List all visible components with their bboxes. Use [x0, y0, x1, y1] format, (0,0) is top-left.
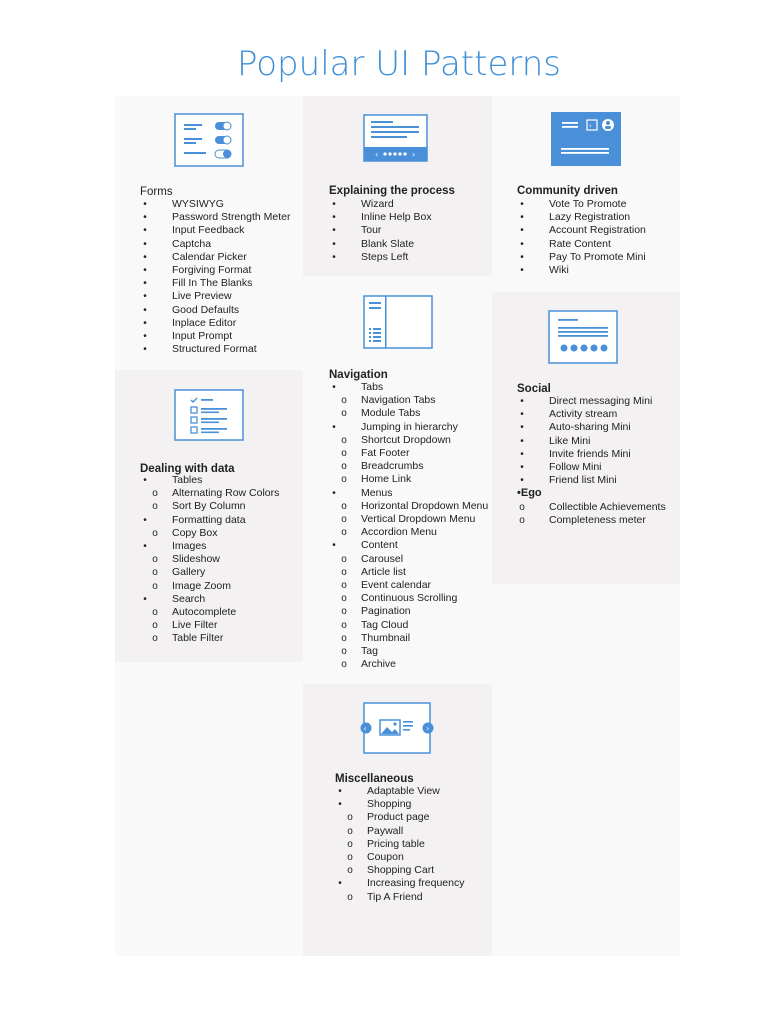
bullet-marker: •	[520, 199, 524, 210]
list-item-text: Autocomplete	[172, 606, 237, 619]
list-item	[329, 447, 488, 460]
sub-bullet-marker: o	[341, 461, 347, 473]
list-item-text: Fill In The Blanks	[172, 277, 253, 290]
list-item	[517, 251, 646, 264]
list-item-text: Accordion Menu	[361, 526, 437, 539]
list-item	[329, 434, 488, 447]
bullet-marker: •	[143, 212, 147, 224]
list-item-text: Event calendar	[361, 579, 432, 592]
svg-text:›: ›	[426, 724, 430, 733]
data-list	[140, 474, 279, 646]
list-item	[517, 211, 646, 224]
list-item	[140, 632, 279, 645]
carousel-icon	[360, 702, 434, 754]
list-item-text: Table Filter	[172, 632, 224, 645]
list-item	[517, 238, 646, 251]
list-item	[517, 224, 646, 237]
bullet-marker: •	[143, 278, 147, 290]
list-item	[140, 606, 279, 619]
bullet-marker: •	[520, 396, 524, 407]
list-item-text: Blank Slate	[361, 237, 415, 250]
social-list	[517, 395, 666, 527]
list-item	[329, 632, 488, 645]
list-item-text: Like Mini	[549, 434, 591, 447]
list-item-text: Friend list Mini	[549, 474, 617, 487]
list-item-text: Continuous Scrolling	[361, 592, 458, 605]
list-item-text: WYSIWYG	[172, 198, 224, 210]
svg-text:›: ›	[412, 150, 416, 159]
bullet-marker: •	[143, 344, 147, 356]
list-item	[140, 211, 290, 224]
list-item-text: Shopping Cart	[367, 864, 435, 877]
list-item-text: Auto-sharing Mini	[549, 421, 631, 434]
sub-bullet-marker: o	[341, 500, 347, 512]
list-item	[140, 277, 290, 290]
sub-bullet-marker: o	[341, 514, 347, 526]
bullet-marker: •	[520, 422, 524, 434]
list-item	[329, 513, 488, 526]
bullet-marker: •	[332, 540, 336, 552]
list-item-text: Captcha	[172, 237, 212, 250]
list-item-text: Pagination	[361, 605, 411, 618]
list-item	[329, 539, 488, 552]
sub-bullet-marker: o	[341, 395, 347, 407]
list-item	[140, 566, 279, 579]
wizard-icon	[363, 114, 428, 162]
bullet-marker: •	[143, 238, 147, 250]
bullet-marker: •	[143, 317, 147, 329]
list-item	[517, 264, 646, 277]
list-item-text: Tabs	[361, 381, 384, 393]
list-item-text: Jumping in hierarchy	[361, 420, 458, 433]
list-item-text: Live Filter	[172, 619, 218, 632]
list-item	[329, 553, 488, 566]
list-item	[517, 395, 666, 408]
list-item-text: Menus	[361, 486, 393, 499]
list-item	[517, 461, 666, 474]
bullet-marker: •	[332, 421, 336, 433]
list-item	[140, 251, 290, 264]
list-item-text: Alternating Row Colors	[172, 487, 280, 500]
bullet-marker: •	[143, 291, 147, 303]
list-item-text: Activity stream	[549, 408, 618, 421]
list-item	[335, 891, 464, 904]
list-item-text: Product page	[367, 811, 430, 824]
list-item	[329, 579, 488, 592]
bullet-marker: •	[338, 786, 342, 797]
sub-bullet-marker: o	[341, 580, 347, 592]
list-item	[140, 619, 279, 632]
bullet-marker: •	[143, 331, 147, 343]
list-item-text: Vertical Dropdown Menu	[361, 513, 476, 526]
bullet-marker: •	[520, 212, 524, 224]
list-item	[329, 592, 488, 605]
forms-icon	[174, 113, 244, 167]
list-item	[517, 487, 666, 500]
list-item-text: Tip A Friend	[367, 890, 423, 903]
list-item	[335, 798, 464, 811]
list-item-text: Collectible Achievements	[549, 500, 666, 513]
explaining-list	[329, 198, 432, 264]
bullet-marker: •	[143, 593, 147, 605]
list-item	[329, 473, 488, 486]
list-item-text: Shortcut Dropdown	[361, 433, 451, 446]
bullet-marker: •	[143, 304, 147, 316]
sub-bullet-marker: o	[152, 501, 158, 513]
list-item	[329, 198, 432, 211]
section-title-social: Social	[517, 383, 551, 395]
list-item	[329, 619, 488, 632]
section-title-forms: Forms	[140, 186, 173, 198]
list-item	[329, 566, 488, 579]
svg-text:‹: ‹	[375, 150, 379, 159]
list-item	[329, 238, 432, 251]
list-item-text: Structured Format	[172, 343, 257, 356]
sub-bullet-marker: o	[152, 607, 158, 619]
list-item	[140, 540, 279, 553]
list-item-text: Paywall	[367, 824, 404, 837]
bullet-marker: •	[338, 878, 342, 890]
list-item-text: Adaptable View	[367, 785, 440, 797]
list-item-text: Good Defaults	[172, 303, 240, 316]
section-title-misc: Miscellaneous	[335, 773, 414, 785]
sub-bullet-marker: o	[341, 408, 347, 420]
list-item	[335, 785, 464, 798]
list-item-text: Gallery	[172, 566, 206, 579]
list-item	[517, 421, 666, 434]
list-item-text: Images	[172, 540, 207, 553]
sub-bullet-marker: o	[347, 852, 353, 864]
bullet-marker: •	[143, 514, 147, 526]
navigation-icon	[363, 295, 433, 349]
list-item-text: Input Feedback	[172, 224, 245, 237]
list-item-text: Slideshow	[172, 553, 220, 566]
list-item-text: Account Registration	[549, 224, 646, 237]
bullet-marker: •	[332, 225, 336, 237]
sub-bullet-marker: o	[152, 580, 158, 592]
sub-bullet-marker: o	[341, 566, 347, 578]
sub-bullet-marker: o	[152, 554, 158, 566]
list-item	[329, 526, 488, 539]
list-item-text: Module Tabs	[361, 407, 421, 420]
list-item-text: Rate Content	[549, 237, 611, 250]
list-item-text: Live Preview	[172, 290, 232, 303]
list-item	[329, 500, 488, 513]
bullet-marker: •	[143, 541, 147, 553]
list-item-text: Vote To Promote	[549, 198, 627, 210]
list-item-text: Sort By Column	[172, 500, 246, 513]
list-item-text: Formatting data	[172, 513, 246, 526]
list-item	[140, 330, 290, 343]
list-item	[329, 658, 488, 671]
list-item-text: Shopping	[367, 798, 412, 811]
list-item	[517, 474, 666, 487]
bullet-marker: •	[338, 799, 342, 811]
list-item-text: Tables	[172, 474, 203, 486]
list-item	[140, 580, 279, 593]
list-item	[329, 487, 488, 500]
list-item	[517, 435, 666, 448]
sub-bullet-marker: o	[341, 527, 347, 539]
list-item	[335, 864, 464, 877]
list-item-text: Coupon	[367, 851, 404, 864]
bullet-marker: •	[332, 382, 336, 393]
list-item	[329, 645, 488, 658]
section-title-navigation: Navigation	[329, 369, 388, 381]
list-item	[140, 264, 290, 277]
sub-bullet-marker: o	[341, 593, 347, 605]
list-item-text: Image Zoom	[172, 579, 231, 592]
list-item-text: Wizard	[361, 198, 394, 210]
list-item-text: Follow Mini	[549, 461, 602, 474]
sub-bullet-marker: o	[347, 865, 353, 877]
sub-bullet-marker: o	[341, 619, 347, 631]
list-item	[140, 290, 290, 303]
list-item	[329, 394, 488, 407]
list-item-text: Carousel	[361, 552, 404, 565]
list-item	[517, 408, 666, 421]
list-item-text: Direct messaging Mini	[549, 395, 653, 407]
social-icon	[548, 310, 618, 364]
list-item-text: Home Link	[361, 473, 412, 486]
list-item-text: Password Strength Meter	[172, 211, 291, 224]
sub-bullet-marker: o	[341, 448, 347, 460]
page-title: Popular UI Patterns	[236, 44, 562, 84]
list-item	[335, 851, 464, 864]
list-item-text: Pay To Promote Mini	[549, 250, 646, 263]
list-item-text: Content	[361, 539, 398, 552]
sub-bullet-marker: o	[347, 812, 353, 824]
list-item-text: •Ego	[517, 487, 542, 500]
list-item	[140, 500, 279, 513]
sub-bullet-marker: o	[347, 838, 353, 850]
bullet-marker: •	[143, 199, 147, 210]
navigation-list	[329, 381, 488, 671]
list-item-text: Horizontal Dropdown Menu	[361, 499, 489, 512]
list-item-text: Inline Help Box	[361, 211, 432, 224]
list-item-text: Steps Left	[361, 250, 409, 263]
list-item	[140, 317, 290, 330]
data-list-icon	[174, 389, 244, 441]
community-icon	[551, 112, 621, 166]
list-item	[140, 487, 279, 500]
list-item-text: Fat Footer	[361, 447, 410, 460]
sub-bullet-marker: o	[152, 633, 158, 645]
sub-bullet-marker: o	[519, 501, 525, 513]
sub-bullet-marker: o	[152, 488, 158, 500]
list-item-text: Lazy Registration	[549, 211, 631, 224]
sub-bullet-marker: o	[347, 891, 353, 903]
list-item-text: Breadcrumbs	[361, 460, 424, 473]
bullet-marker: •	[143, 475, 147, 486]
list-item	[329, 251, 432, 264]
list-item-text: Tag Cloud	[361, 618, 409, 631]
list-item-text: Tour	[361, 224, 382, 237]
sub-bullet-marker: o	[341, 632, 347, 644]
sub-bullet-marker: o	[519, 514, 525, 526]
list-item	[140, 238, 290, 251]
svg-text:›: ›	[589, 122, 592, 130]
list-item	[329, 605, 488, 618]
bullet-marker: •	[520, 475, 524, 487]
list-item	[140, 224, 290, 237]
list-item	[517, 501, 666, 514]
list-item-text: Tag	[361, 645, 378, 658]
sub-bullet-marker: o	[341, 646, 347, 658]
list-item-text: Input Prompt	[172, 330, 233, 343]
list-item	[335, 825, 464, 838]
list-item	[140, 527, 279, 540]
list-item-text: Article list	[361, 565, 406, 578]
list-item-text: Navigation Tabs	[361, 394, 436, 407]
list-item	[517, 198, 646, 211]
sub-bullet-marker: o	[341, 553, 347, 565]
list-item	[140, 593, 279, 606]
section-title-explaining: Explaining the process	[329, 185, 455, 197]
list-item-text: Calendar Picker	[172, 250, 247, 263]
list-item	[329, 407, 488, 420]
bullet-marker: •	[143, 251, 147, 263]
list-item-text: Wiki	[549, 264, 569, 277]
bullet-marker: •	[520, 225, 524, 237]
list-item	[517, 448, 666, 461]
misc-list	[335, 785, 464, 904]
sub-bullet-marker: o	[152, 527, 158, 539]
list-item	[329, 460, 488, 473]
list-item-text: Search	[172, 592, 206, 605]
list-item	[335, 811, 464, 824]
list-item	[517, 514, 666, 527]
bullet-marker: •	[520, 251, 524, 263]
list-item	[329, 224, 432, 237]
list-item-text: Forgiving Format	[172, 264, 252, 277]
list-item-text: Pricing table	[367, 837, 425, 850]
bullet-marker: •	[520, 462, 524, 474]
bullet-marker: •	[520, 238, 524, 250]
list-item	[329, 381, 488, 394]
list-item	[335, 838, 464, 851]
list-item	[329, 421, 488, 434]
list-item	[329, 211, 432, 224]
list-item-text: Completeness meter	[549, 513, 646, 526]
bullet-marker: •	[520, 409, 524, 421]
list-item	[140, 514, 279, 527]
sub-bullet-marker: o	[347, 825, 353, 837]
bullet-marker: •	[520, 448, 524, 460]
bullet-marker: •	[520, 435, 524, 447]
section-title-community: Community driven	[517, 185, 618, 197]
list-item	[335, 877, 464, 890]
svg-text:‹: ‹	[363, 724, 367, 733]
list-item	[140, 553, 279, 566]
list-item-text: Archive	[361, 658, 397, 671]
sub-bullet-marker: o	[152, 620, 158, 632]
sub-bullet-marker: o	[341, 474, 347, 486]
forms-list	[140, 198, 290, 356]
list-item	[140, 343, 290, 356]
list-item-text: Increasing frequency	[367, 877, 465, 890]
bullet-marker: •	[143, 265, 147, 277]
bullet-marker: •	[332, 487, 336, 499]
bullet-marker: •	[332, 251, 336, 263]
bullet-marker: •	[143, 225, 147, 237]
bullet-marker: •	[332, 199, 336, 210]
bullet-marker: •	[520, 265, 524, 277]
bullet-marker: •	[332, 238, 336, 250]
sub-bullet-marker: o	[341, 434, 347, 446]
list-item-text: Invite friends Mini	[549, 447, 631, 460]
list-item	[140, 198, 290, 211]
sub-bullet-marker: o	[152, 567, 158, 579]
community-list	[517, 198, 646, 277]
list-item	[140, 474, 279, 487]
sub-bullet-marker: o	[341, 659, 347, 671]
sub-bullet-marker: o	[341, 606, 347, 618]
section-title-data: Dealing with data	[140, 463, 235, 475]
bullet-marker: •	[332, 212, 336, 224]
list-item-text: Thumbnail	[361, 631, 411, 644]
list-item-text: Inplace Editor	[172, 316, 237, 329]
list-item	[140, 304, 290, 317]
list-item-text: Copy Box	[172, 526, 218, 539]
